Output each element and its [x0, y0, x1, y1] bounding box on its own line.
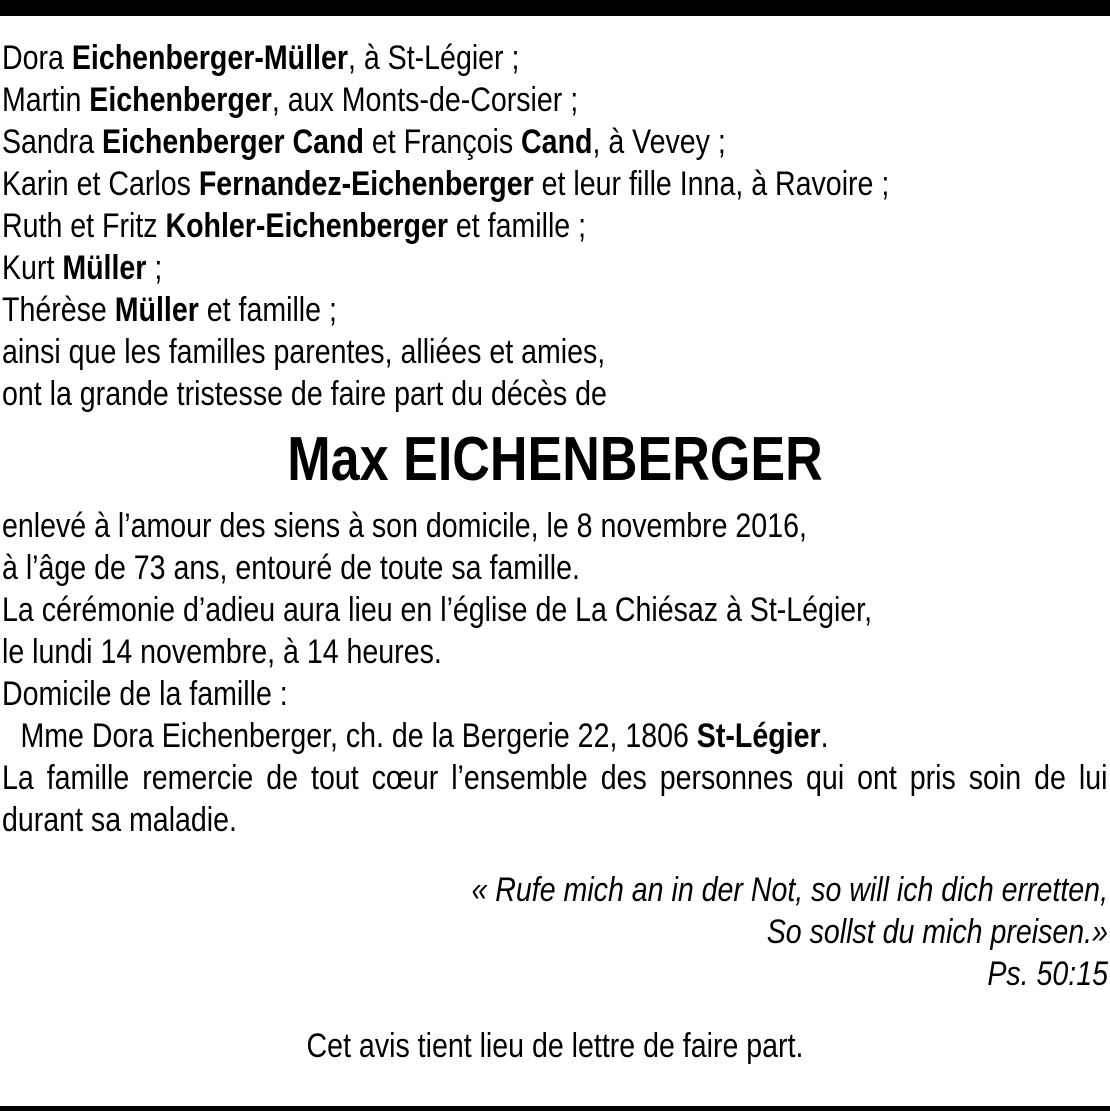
details-line: La cérémonie d’adieu aura lieu en l’église de La Chiésaz à St-Légier, — [2, 591, 873, 629]
deceased-name: Max EICHENBERGER — [287, 425, 823, 494]
quote-line: So sollst du mich preisen.» — [766, 913, 1108, 951]
details-line: à l’âge de 73 ans, entouré de toute sa famille. — [2, 549, 580, 587]
family-list — [2, 37, 1108, 415]
intro-line: ainsi que les familles parentes, alliées et amies, — [2, 333, 606, 371]
intro-line: ont la grande tristesse de faire part du décès de — [2, 375, 607, 413]
family-line: Sandra Eichenberger Cand et François Cand, à Vevey ; — [2, 123, 726, 161]
obituary-notice — [2, 37, 1108, 1067]
scripture-quote — [2, 869, 1108, 995]
quote-line: « Rufe mich an in der Not, so will ich dich erretten, — [471, 871, 1109, 909]
family-line: Ruth et Fritz Kohler-Eichenberger et famille ; — [2, 207, 587, 245]
bottom-border-rule — [0, 1106, 1110, 1111]
family-address: Mme Dora Eichenberger, ch. de la Bergerie 22, 1806 St-Légier. — [20, 717, 829, 755]
family-line: Thérèse Müller et famille ; — [2, 291, 337, 329]
family-line: Kurt Müller ; — [2, 249, 163, 287]
details — [2, 505, 1108, 841]
thanks-paragraph: La famille remercie de tout cœur l’ensemble des personnes qui ont pris soin de lui durant sa maladie. — [2, 759, 1108, 839]
family-line: Dora Eichenberger-Müller, à St-Légier ; — [2, 39, 520, 77]
details-line: le lundi 14 novembre, à 14 heures. — [2, 633, 442, 671]
family-line: Martin Eichenberger, aux Monts-de-Corsier ; — [2, 81, 579, 119]
closing-note: Cet avis tient lieu de lettre de faire part. — [306, 1027, 804, 1065]
family-line: Karin et Carlos Fernandez-Eichenberger et leur fille Inna, à Ravoire ; — [2, 165, 890, 203]
top-border-rule — [0, 0, 1110, 16]
details-line: enlevé à l’amour des siens à son domicile, le 8 novembre 2016, — [2, 507, 807, 545]
quote-reference: Ps. 50:15 — [987, 955, 1108, 993]
details-line: Domicile de la famille : — [2, 675, 288, 713]
